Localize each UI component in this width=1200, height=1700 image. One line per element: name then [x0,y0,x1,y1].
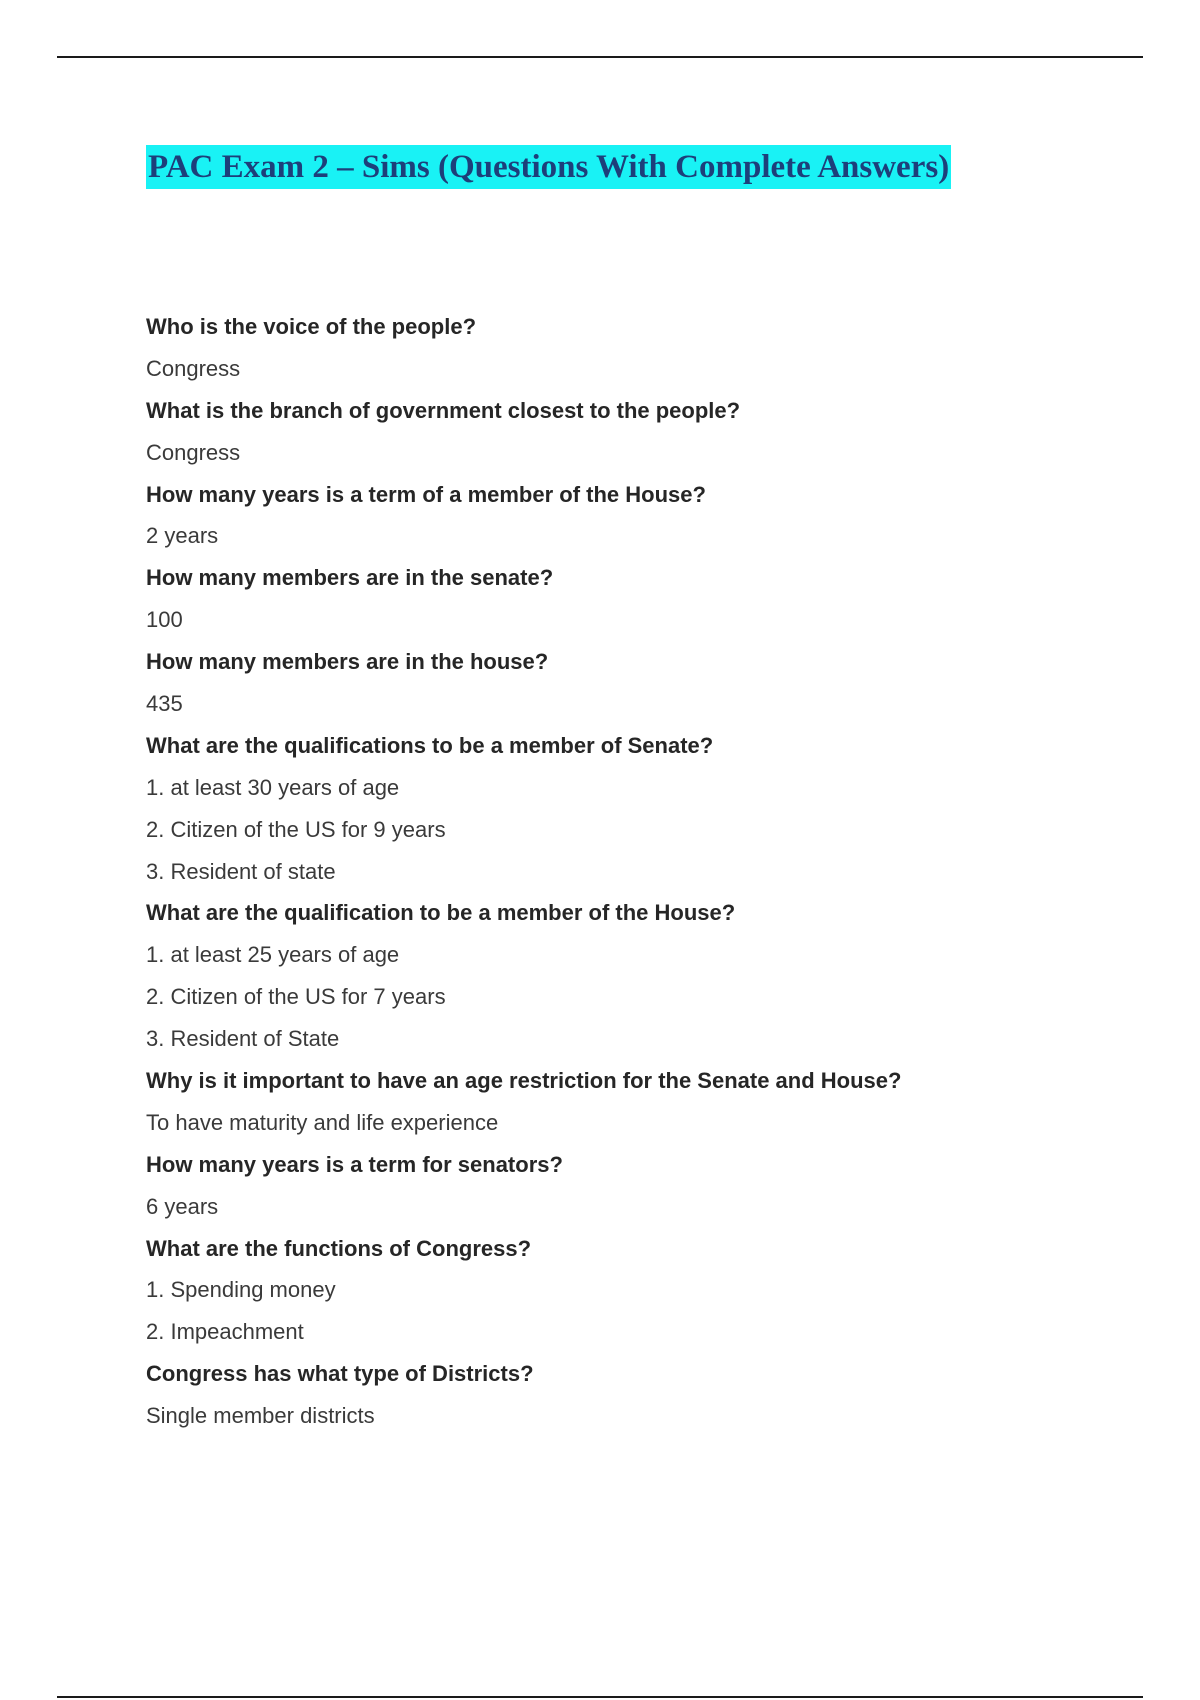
answer-text: 1. at least 25 years of age [146,942,400,968]
answer-text: 2 years [146,523,219,549]
answer-text: 6 years [146,1193,219,1219]
answer-text: Congress [146,355,241,381]
footer-rule [57,1696,1143,1698]
document-title: PAC Exam 2 – Sims (Questions With Complete Answers) [146,145,951,189]
answer-text: 3. Resident of State [146,1026,340,1052]
answer-text: 3. Resident of state [146,858,336,884]
answer-text: To have maturity and life experience [146,1109,499,1135]
question-text: What is the branch of government closest to the people? [146,397,741,423]
answer-text: Congress [146,439,241,465]
answer-text: 2. Citizen of the US for 9 years [146,816,446,842]
answer-text: 2. Citizen of the US for 7 years [146,984,446,1010]
question-text: What are the qualifications to be a member of Senate? [146,732,714,758]
question-text: How many years is a term of a member of the House? [146,481,706,507]
question-text: What are the qualification to be a member of the House? [146,900,736,926]
question-text: Congress has what type of Districts? [146,1361,534,1387]
question-text: What are the functions of Congress? [146,1235,532,1261]
qa-list [146,306,1146,1437]
header-rule [57,56,1143,58]
question-text: How many members are in the senate? [146,565,554,591]
question-text: How many members are in the house? [146,649,549,675]
answer-text: 1. Spending money [146,1277,336,1303]
question-text: Who is the voice of the people? [146,314,477,339]
answer-text: 1. at least 30 years of age [146,774,400,800]
answer-text: 435 [146,691,183,717]
answer-text: 2. Impeachment [146,1319,304,1345]
answer-text: 100 [146,607,183,633]
answer-text: Single member districts [146,1403,375,1429]
title-block [146,145,951,189]
question-text: How many years is a term for senators? [146,1151,563,1177]
question-text: Why is it important to have an age restriction for the Senate and House? [146,1068,902,1094]
